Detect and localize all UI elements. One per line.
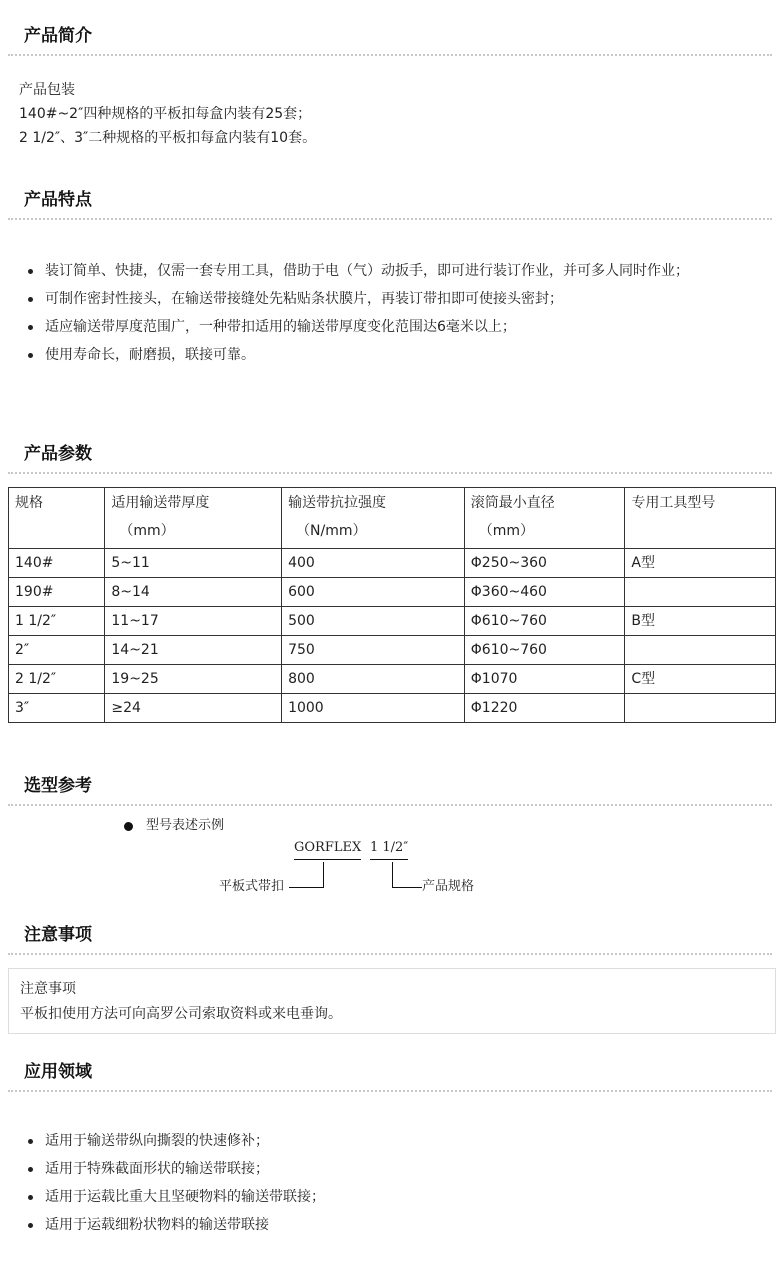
list-item: 适应输送带厚度范围广，一种带扣适用的输送带厚度变化范围达6毫米以上； xyxy=(45,313,773,341)
table-cell xyxy=(625,694,776,723)
table-row xyxy=(9,607,776,636)
note-box xyxy=(8,968,776,1034)
table-cell: 2 1/2″ xyxy=(9,665,105,694)
list-item: 可制作密封性接头，在输送带接缝处先粘贴条状膜片，再装订带扣即可使接头密封； xyxy=(45,285,773,313)
list-item: 装订简单、快捷，仅需一套专用工具，借助于电（气）动扳手，即可进行装订作业，并可多人同时作业； xyxy=(45,257,773,285)
intro-line: 产品包装 xyxy=(19,82,75,98)
example-label: 型号表述示例 xyxy=(146,818,225,833)
features-list xyxy=(0,257,773,369)
list-item: 适用于运载比重大且坚硬物料的输送带联接； xyxy=(45,1183,773,1211)
table-cell: ≥24 xyxy=(105,694,282,723)
table-cell: A型 xyxy=(625,549,776,578)
bullet-icon xyxy=(124,822,133,831)
section-title-intro: 产品简介 xyxy=(8,24,772,56)
table-header-row xyxy=(9,488,776,549)
intro-line: 140#~2″四种规格的平板扣每盒内装有25套； xyxy=(19,106,312,122)
table-cell: 8~14 xyxy=(105,578,282,607)
table-cell: 1000 xyxy=(282,694,465,723)
table-cell xyxy=(625,636,776,665)
code-size: 1 1/2″ xyxy=(370,838,408,860)
table-cell: Φ1070 xyxy=(464,665,625,694)
table-cell: 14~21 xyxy=(105,636,282,665)
list-item: 适用于输送带纵向撕裂的快速修补； xyxy=(45,1127,773,1155)
table-cell: 5~11 xyxy=(105,549,282,578)
list-item: 适用于特殊截面形状的输送带联接； xyxy=(45,1155,773,1183)
list-item: 适用于运载细粉状物料的输送带联接 xyxy=(45,1211,773,1239)
table-header-cell: 专用工具型号 xyxy=(625,488,776,549)
table-row xyxy=(9,549,776,578)
table-cell: Φ1220 xyxy=(464,694,625,723)
table-cell: Φ250~360 xyxy=(464,549,625,578)
table-row xyxy=(9,694,776,723)
table-row xyxy=(9,578,776,607)
list-item: 使用寿命长，耐磨损，联接可靠。 xyxy=(45,341,773,369)
table-cell: 500 xyxy=(282,607,465,636)
section-title-params: 产品参数 xyxy=(8,442,772,474)
table-cell: 190# xyxy=(9,578,105,607)
note-box-text: 平板扣使用方法可向高罗公司索取资料或来电垂询。 xyxy=(20,1006,342,1022)
section-title-selection: 选型参考 xyxy=(8,774,772,806)
intro-text xyxy=(19,78,316,150)
table-header-cell: 输送带抗拉强度 （N/mm） xyxy=(282,488,465,549)
note-box-title: 注意事项 xyxy=(20,981,76,997)
brand-connector-line xyxy=(323,862,324,887)
intro-line: 2 1/2″、3″二种规格的平板扣每盒内装有10套。 xyxy=(19,130,317,146)
table-cell xyxy=(625,578,776,607)
table-cell: 1 1/2″ xyxy=(9,607,105,636)
table-cell: Φ610~760 xyxy=(464,636,625,665)
section-title-notes: 注意事项 xyxy=(8,923,772,955)
table-row xyxy=(9,665,776,694)
table-cell: Φ360~460 xyxy=(464,578,625,607)
applications-list xyxy=(0,1127,773,1239)
table-header-cell: 适用输送带厚度 （mm） xyxy=(105,488,282,549)
size-connector-line xyxy=(392,862,393,887)
brand-connector-line xyxy=(289,887,324,888)
table-cell: 600 xyxy=(282,578,465,607)
table-row xyxy=(9,636,776,665)
section-title-features: 产品特点 xyxy=(8,188,772,220)
table-cell: 11~17 xyxy=(105,607,282,636)
table-cell: 400 xyxy=(282,549,465,578)
params-table xyxy=(8,487,776,723)
table-cell: 3″ xyxy=(9,694,105,723)
size-caption: 产品规格 xyxy=(422,879,475,894)
table-cell: 2″ xyxy=(9,636,105,665)
table-cell: 140# xyxy=(9,549,105,578)
section-title-applications: 应用领域 xyxy=(8,1060,772,1092)
table-header-cell: 规格 xyxy=(9,488,105,549)
table-cell: C型 xyxy=(625,665,776,694)
table-cell: 19~25 xyxy=(105,665,282,694)
model-code-diagram xyxy=(0,810,776,910)
size-connector-line xyxy=(392,887,422,888)
table-cell: Φ610~760 xyxy=(464,607,625,636)
brand-caption: 平板式带扣 xyxy=(219,879,285,894)
code-brand: GORFLEX xyxy=(294,838,361,860)
table-cell: 800 xyxy=(282,665,465,694)
table-cell: B型 xyxy=(625,607,776,636)
table-cell: 750 xyxy=(282,636,465,665)
table-header-cell: 滚筒最小直径 （mm） xyxy=(464,488,625,549)
